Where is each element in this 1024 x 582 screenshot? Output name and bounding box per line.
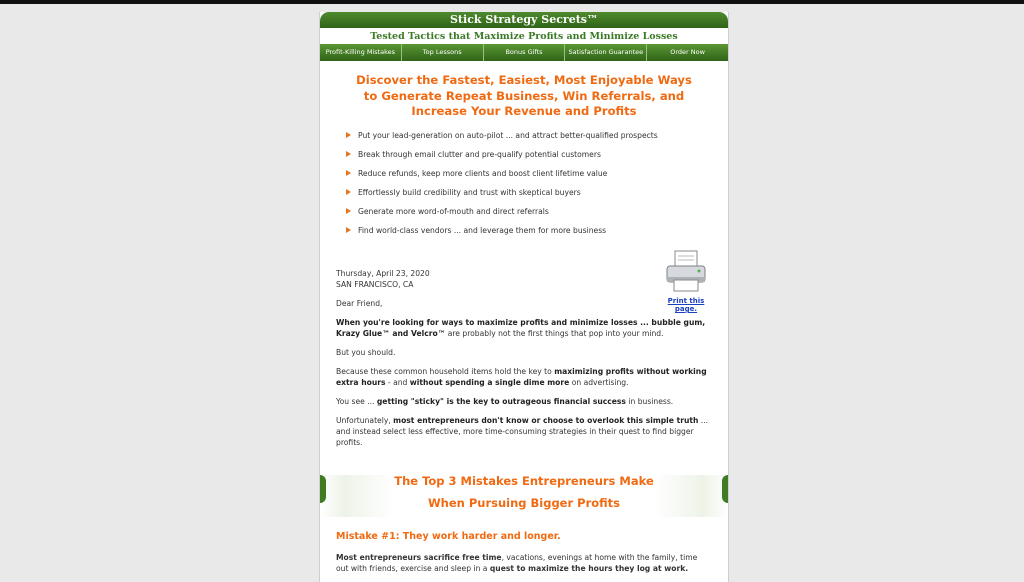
mistake-paragraph bbox=[336, 552, 712, 574]
bullet-arrow-icon bbox=[346, 132, 351, 138]
paragraph-text: on advertising. bbox=[569, 378, 629, 387]
letter-paragraph bbox=[336, 366, 716, 388]
paragraph-text: Because these common household items hold the key to bbox=[336, 367, 555, 376]
paragraph-text: ... and instead select less effective, more time-consuming strategies in their quest to find bigger profits. bbox=[336, 416, 709, 447]
benefit-item bbox=[346, 206, 728, 225]
letter-paragraph bbox=[336, 396, 716, 407]
nav-item-order-now[interactable]: Order Now bbox=[670, 48, 705, 56]
emphasis-text: Most entrepreneurs sacrifice free time bbox=[336, 553, 502, 562]
letter-paragraph bbox=[336, 415, 716, 448]
paragraph-text: - and bbox=[385, 378, 410, 387]
emphasis-text: getting "sticky" is the key to outrageous financial success bbox=[376, 397, 626, 406]
benefit-text: Find world-class vendors ... and leverage them for more business bbox=[358, 225, 607, 235]
benefit-text: Generate more word-of-mouth and direct referrals bbox=[358, 206, 549, 216]
nav-item-bonus-gifts[interactable]: Bonus Gifts bbox=[484, 44, 566, 61]
site-tagline: Tested Tactics that Maximize Profits and Minimize Losses bbox=[370, 31, 678, 42]
section-heading-line-2: When Pursuing Bigger Profits bbox=[427, 496, 621, 510]
site-title: Stick Strategy Secrets™ bbox=[320, 12, 728, 28]
sales-letter bbox=[336, 268, 716, 456]
bullet-arrow-icon bbox=[346, 151, 351, 157]
mistake-heading: Mistake #1: They work harder and longer. bbox=[336, 531, 561, 542]
headline-line-3: Increase Your Revenue and Profits bbox=[411, 104, 637, 118]
benefit-list bbox=[320, 130, 728, 244]
benefit-item bbox=[346, 149, 728, 168]
dateline bbox=[336, 268, 716, 290]
nav-item-top-lessons[interactable]: Top Lessons bbox=[402, 44, 484, 61]
emphasis-text: When you're looking for ways to maximize profits and minimize losses ... bubble gum, Krazy Glue™ and Velcro™ bbox=[336, 318, 706, 338]
sales-page bbox=[319, 12, 729, 582]
benefit-item bbox=[346, 130, 728, 149]
letter-paragraph bbox=[336, 317, 716, 339]
nav-item-satisfaction-guarantee[interactable]: Satisfaction Guarantee bbox=[565, 44, 647, 61]
page-headline bbox=[346, 73, 702, 120]
headline-line-2: to Generate Repeat Business, Win Referrals, and bbox=[363, 88, 685, 103]
headline-line-1: Discover the Fastest, Easiest, Most Enjoyable Ways bbox=[356, 73, 692, 87]
paragraph-text: Unfortunately, bbox=[336, 416, 394, 425]
paragraph-text: You see ... bbox=[336, 397, 377, 406]
letter-location: SAN FRANCISCO, CA bbox=[336, 280, 414, 289]
print-page-link[interactable]: Print this page. bbox=[667, 297, 705, 313]
benefit-text: Break through email clutter and pre-qualify potential customers bbox=[358, 149, 601, 159]
letter-greeting: Dear Friend, bbox=[336, 299, 383, 308]
nav-item-profit-killing-mistakes[interactable]: Profit-Killing Mistakes bbox=[320, 44, 402, 61]
emphasis-text: without spending a single dime more bbox=[409, 378, 570, 387]
letter-date: Thursday, April 23, 2020 bbox=[336, 269, 430, 278]
bullet-arrow-icon bbox=[346, 227, 351, 233]
section-heading bbox=[320, 470, 728, 514]
benefit-item bbox=[346, 187, 728, 206]
paragraph-text: are probably not the first things that pop into your mind. bbox=[445, 329, 664, 338]
letter-paragraph: But you should. bbox=[336, 348, 396, 357]
emphasis-text: maximizing profits without working extra hours bbox=[336, 367, 707, 387]
benefit-text: Put your lead-generation on auto-pilot ... and attract better-qualified prospects bbox=[358, 130, 658, 140]
emphasis-text: most entrepreneurs don't know or choose to overlook this simple truth bbox=[393, 416, 699, 425]
paragraph-text: , vacations, evenings at home with the family, time out with friends, exercise and sleep in a bbox=[336, 553, 698, 573]
bullet-arrow-icon bbox=[346, 208, 351, 214]
bullet-arrow-icon bbox=[346, 189, 351, 195]
benefit-text: Reduce refunds, keep more clients and boost client lifetime value bbox=[358, 168, 608, 178]
paragraph-text: in business. bbox=[625, 397, 674, 406]
benefit-text: Effortlessly build credibility and trust with skeptical buyers bbox=[358, 187, 581, 197]
bullet-arrow-icon bbox=[346, 170, 351, 176]
benefit-item bbox=[346, 168, 728, 187]
main-nav bbox=[320, 44, 728, 61]
section-heading-line-1: The Top 3 Mistakes Entrepreneurs Make bbox=[394, 474, 654, 488]
benefit-item bbox=[346, 225, 728, 244]
emphasis-text: quest to maximize the hours they log at work. bbox=[489, 564, 689, 573]
browser-top-bar bbox=[0, 0, 1024, 4]
